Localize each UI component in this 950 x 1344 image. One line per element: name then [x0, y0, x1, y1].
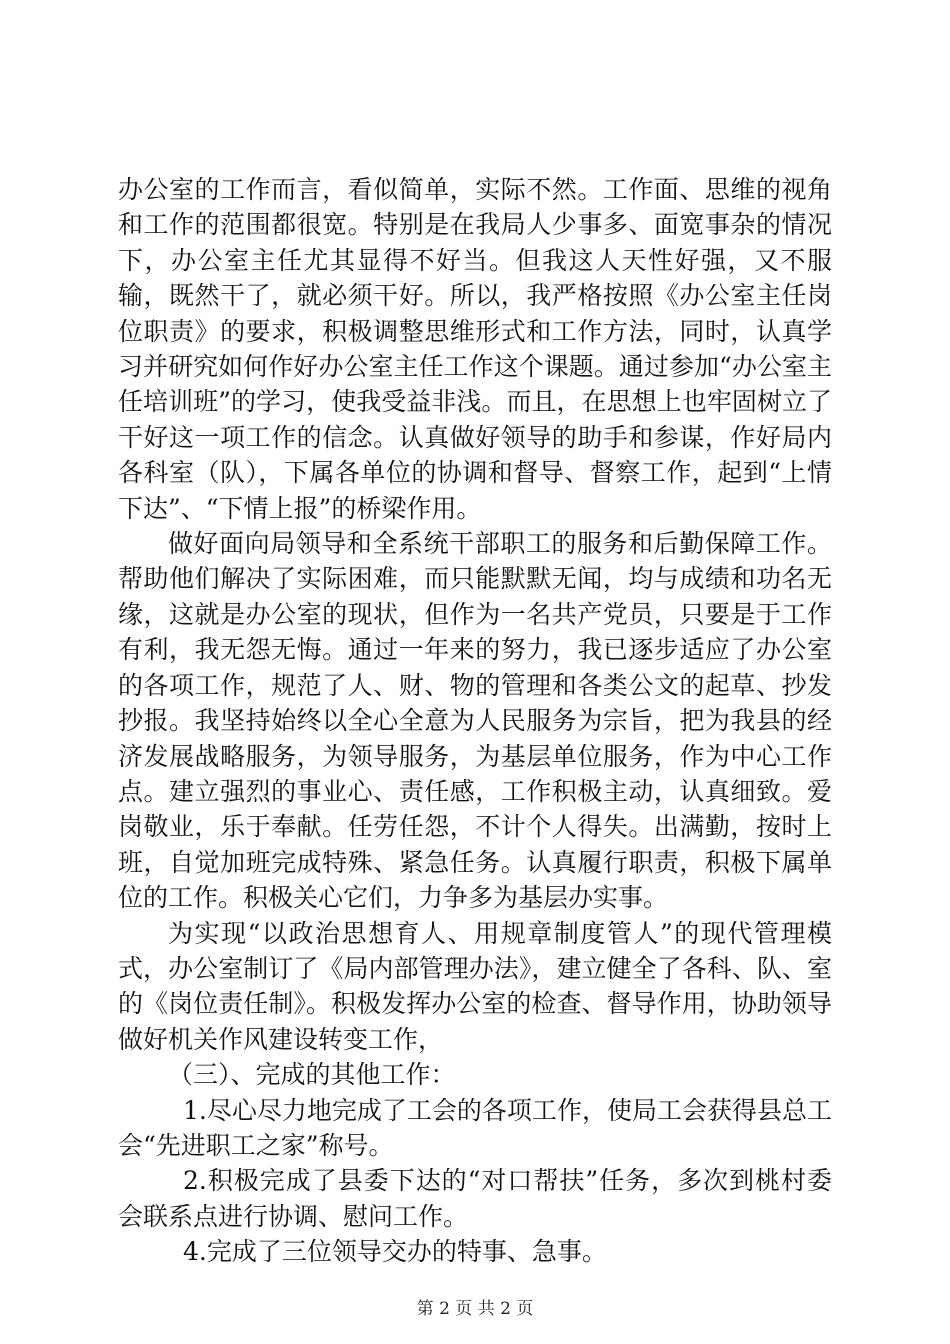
paragraph-office-work: 办公室的工作而言，看似简单，实际不然。工作面、思维的视角和工作的范围都很宽。特别是在我局人少事多、面宽事杂的情况下，办公室主任尤其显得不好当。但我这人天性好强，又不服输，既然干了，就必须干好。所以，我严格按照《办公室主任岗位职责》的要求，积极调整思维形式和工作方法，同时，认真学习并研究如何作好办公室主任工作这个课题。通过参加“办公室主任培训班”的学习，使我受益非浅。而且，在思想上也牢固树立了干好这一项工作的信念。认真做好领导的助手和参谋，作好局内各科室（队），下属各单位的协调和督导、督察工作，起到“上情下达”、“下情上报”的桥梁作用。 — [118, 175, 832, 523]
page-footer: 第 2 页 共 2 页 — [416, 1299, 534, 1319]
section-heading-other-work: （三）、完成的其他工作： — [168, 1060, 456, 1090]
list-item-union-work: 1.尽心尽力地完成了工会的各项工作，使局工会获得县总工会“先进职工之家”称号。 — [118, 1095, 832, 1160]
paragraph-management-mode: 为实现“以政治思想育人、用规章制度管人”的现代管理模式，办公室制订了《局内部管理办法》，建立健全了各科、队、室的《岗位责任制》。积极发挥办公室的检查、督导作用，协助领导做好机关作风建设转变工作， — [118, 918, 832, 1054]
list-item-assistance-task: 2.积极完成了县委下达的“对口帮扶”任务，多次到桃村委会联系点进行协调、慰问工作。 — [118, 1166, 832, 1231]
document-body — [118, 172, 832, 1270]
list-item-leader-tasks: 4.完成了三位领导交办的特事、急事。 — [183, 1237, 607, 1267]
paragraph-service-support: 做好面向局领导和全系统干部职工的服务和后勤保障工作。帮助他们解决了实际困难，而只能默默无闻，均与成绩和功名无缘，这就是办公室的现状，但作为一名共产党员，只要是于工作有利，我无怨无悔。通过一年来的努力，我已逐步适应了办公室的各项工作，规范了人、财、物的管理和各类公文的起草、抄发抄报。我坚持始终以全心全意为人民服务为宗旨，把为我县的经济发展战略服务，为领导服务，为基层单位服务，作为中心工作点。建立强烈的事业心、责任感，工作积极主动，认真细致。爱岗敬业，乐于奉献。任劳任怨，不计个人得失。出满勤，按时上班，自觉加班完成特殊、紧急任务。认真履行职责，积极下属单位的工作。积极关心它们，力争多为基层办实事。 — [118, 529, 832, 913]
